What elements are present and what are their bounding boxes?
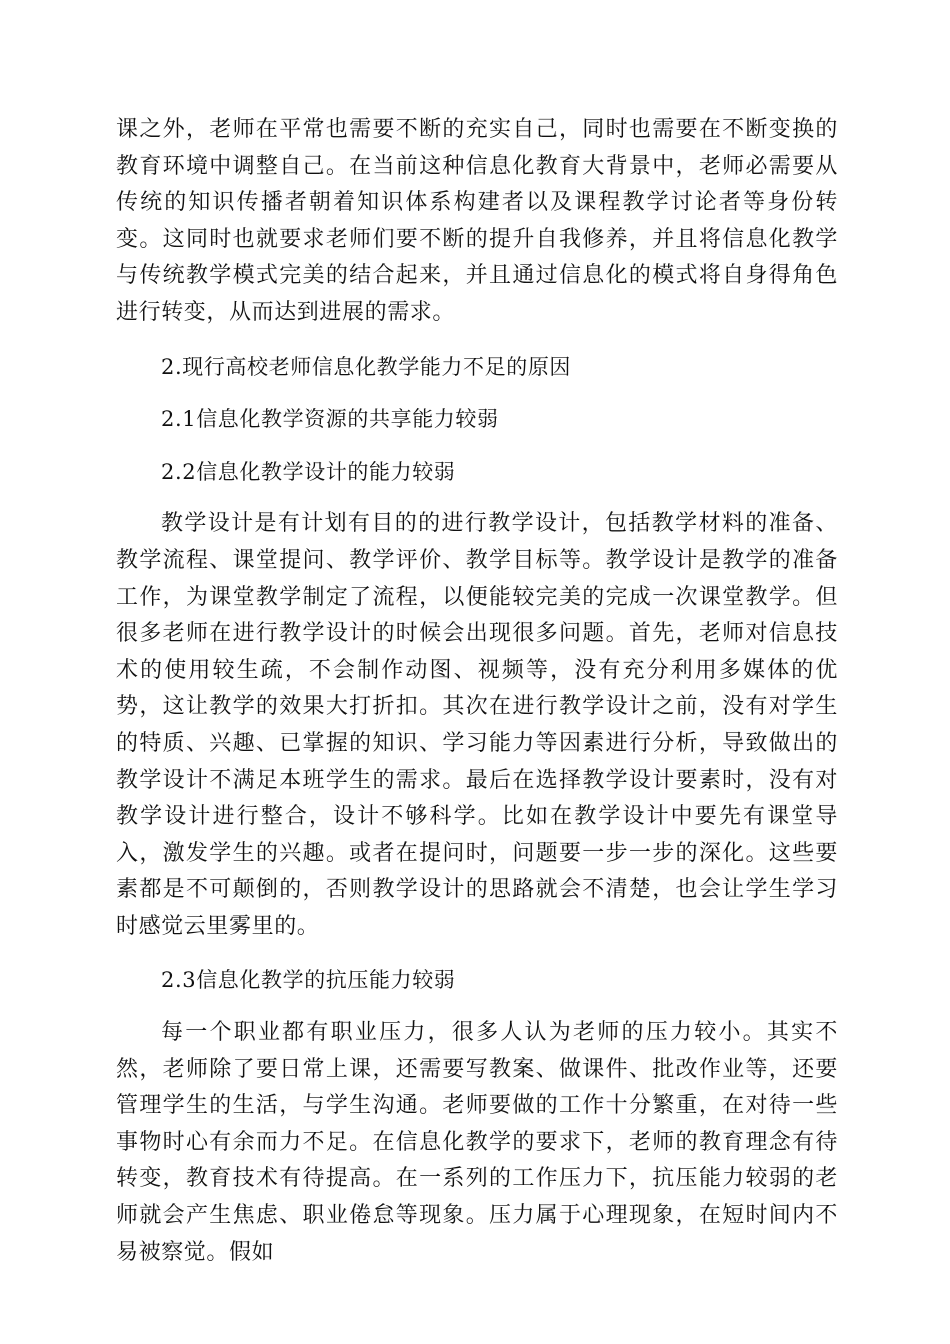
- paragraph-pressure: 每一个职业都有职业压力，很多人认为老师的压力较小。其实不然，老师除了要日常上课，还需要写教案、做课件、批改作业等，还要管理学生的生活，与学生沟通。老师要做的工作十分繁重，在对待一些事物时心有余而力不足。在信息化教学的要求下，老师的教育理念有待转变，教育技术有待提高。在一系列的工作压力下，抗压能力较弱的老师就会产生焦虑、职业倦怠等现象。压力属于心理现象，在短时间内不易被察觉。假如: [116, 1020, 838, 1265]
- subsection-heading-2-2: 2.2信息化教学设计的能力较弱: [161, 459, 456, 484]
- document-body: [116, 112, 838, 1271]
- subsection-heading-2-3: 2.3信息化教学的抗压能力较弱: [161, 968, 456, 993]
- paragraph-continuation: 课之外，老师在平常也需要不断的充实自己，同时也需要在不断变换的教育环境中调整自己。在当前这种信息化教育大背景中，老师必需要从传统的知识传播者朝着知识体系构建者以及课程教学讨论者等身份转变。这同时也就要求老师们要不断的提升自我修养，并且将信息化教学与传统教学模式完美的结合起来，并且通过信息化的模式将自身得角色进行转变，从而达到进展的需求。: [116, 117, 838, 325]
- paragraph-teaching-design: 教学设计是有计划有目的的进行教学设计，包括教学材料的准备、教学流程、课堂提问、教学评价、教学目标等。教学设计是教学的准备工作，为课堂教学制定了流程，以便能较完美的完成一次课堂教学。但很多老师在进行教学设计的时候会出现很多问题。首先，老师对信息技术的使用较生疏，不会制作动图、视频等，没有充分利用多媒体的优势，这让教学的效果大打折扣。其次在进行教学设计之前，没有对学生的特质、兴趣、已掌握的知识、学习能力等因素进行分析，导致做出的教学设计不满足本班学生的需求。最后在选择教学设计要素时，没有对教学设计进行整合，设计不够科学。比如在教学设计中要先有课堂导入，激发学生的兴趣。或者在提问时，问题要一步一步的深化。这些要素都是不可颠倒的，否则教学设计的思路就会不清楚，也会让学生学习时感觉云里雾里的。: [116, 511, 838, 939]
- subsection-heading-2-1: 2.1信息化教学资源的共享能力较弱: [161, 407, 499, 432]
- section-heading-2: 2.现行高校老师信息化教学能力不足的原因: [161, 354, 572, 379]
